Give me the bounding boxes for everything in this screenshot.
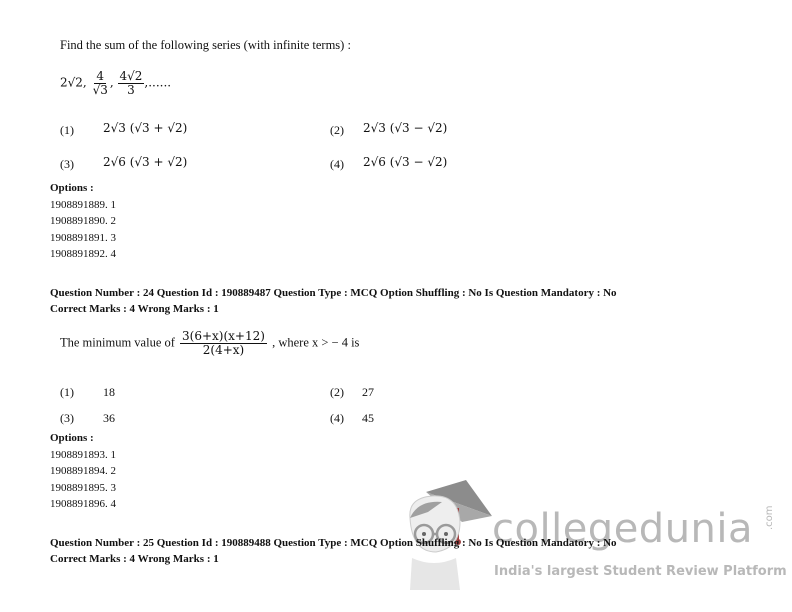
q23-series-term1: 2√2, <box>60 75 87 90</box>
q23-term3-num: 4√2 <box>119 69 143 83</box>
q23-series-term2 <box>91 70 110 96</box>
q24-choice-1-value: 18 <box>103 385 115 399</box>
q23-option-id-4: 1908891892. 4 <box>50 248 116 260</box>
q23-choice-4-expr: 2√6 (√3 − √2) <box>363 155 448 169</box>
q23-choice-3-num: (3) <box>60 157 74 171</box>
q24-choice-3-num: (3) <box>60 411 74 425</box>
mascot-icon <box>388 478 498 593</box>
q23-term2-num: 4 <box>96 69 105 83</box>
watermark-com: .com <box>764 505 775 530</box>
q23-series-term3 <box>118 70 145 96</box>
q24-option-id-1: 1908891893. 1 <box>50 449 116 461</box>
q23-choice-1-expr: 2√3 (√3 + √2) <box>103 121 188 135</box>
q24-choice-2-num: (2) <box>330 385 344 399</box>
q24-options-label: Options : <box>50 432 94 444</box>
q23-term3-den: 3 <box>127 82 135 97</box>
watermark-tagline: India's largest Student Review Platform <box>494 564 787 579</box>
q24-text-before: The minimum value of <box>60 335 175 350</box>
q24-choice-3-value: 36 <box>103 411 115 425</box>
q24-choice-4-num: (4) <box>330 411 344 425</box>
q23-choice-2-num: (2) <box>330 123 344 137</box>
q25-meta-line1: Question Number : 25 Question Id : 190889488 Question Type : MCQ Option Shuffling : No Is Question Mandatory : No <box>50 537 617 549</box>
q24-option-id-2: 1908891894. 2 <box>50 465 116 477</box>
q23-choice-1-num: (1) <box>60 123 74 137</box>
watermark-brand: collegedunia <box>492 506 754 552</box>
q23-option-id-3: 1908891891. 3 <box>50 232 116 244</box>
q25-meta-line2: Correct Marks : 4 Wrong Marks : 1 <box>50 553 219 565</box>
q24-option-id-4: 1908891896. 4 <box>50 498 116 510</box>
q23-series <box>60 70 171 96</box>
q23-question-text: Find the sum of the following series (with infinite terms) : <box>60 38 351 52</box>
q23-option-id-1: 1908891889. 1 <box>50 199 116 211</box>
q23-choice-4-num: (4) <box>330 157 344 171</box>
q23-series-comma: , <box>109 75 114 90</box>
q24-fraction-den: 2(4+x) <box>202 342 245 357</box>
q24-meta-line1: Question Number : 24 Question Id : 190889487 Question Type : MCQ Option Shuffling : No Is Question Mandatory : No <box>50 287 617 299</box>
q24-choice-1-num: (1) <box>60 385 74 399</box>
q23-series-dots: ,...... <box>144 75 172 90</box>
q24-question <box>60 330 359 356</box>
q23-term2-den: √3 <box>92 82 108 97</box>
q24-text-after: , where x > − 4 is <box>272 335 360 350</box>
q24-meta-line2: Correct Marks : 4 Wrong Marks : 1 <box>50 303 219 315</box>
q24-fraction-num: 3(6+x)(x+12) <box>182 329 265 343</box>
q24-choice-4-value: 45 <box>362 411 374 425</box>
q23-choice-2-expr: 2√3 (√3 − √2) <box>363 121 448 135</box>
q24-choice-2-value: 27 <box>362 385 374 399</box>
q23-option-id-2: 1908891890. 2 <box>50 215 116 227</box>
q24-fraction <box>180 330 267 356</box>
q23-options-label: Options : <box>50 182 94 194</box>
q24-option-id-3: 1908891895. 3 <box>50 482 116 494</box>
q23-choice-3-expr: 2√6 (√3 + √2) <box>103 155 188 169</box>
